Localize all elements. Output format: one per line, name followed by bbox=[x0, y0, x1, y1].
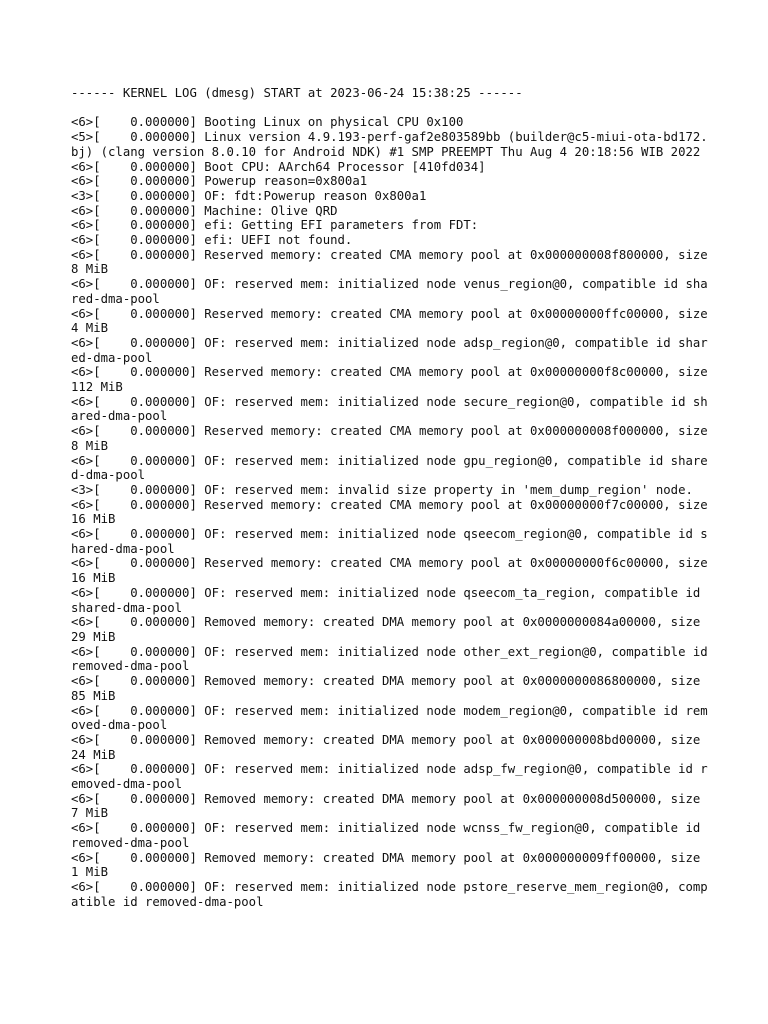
log-line: <6>[ 0.000000] OF: reserved mem: initialized node adsp_fw_region@0, compatible id removed-dma-pool bbox=[71, 762, 708, 792]
log-line: <6>[ 0.000000] OF: reserved mem: initialized node modem_region@0, compatible id removed-dma-pool bbox=[71, 703, 708, 733]
log-lines bbox=[71, 115, 716, 909]
log-line: <6>[ 0.000000] Reserved memory: created CMA memory pool at 0x00000000ffc00000, size 4 MiB bbox=[71, 306, 716, 336]
log-line: <5>[ 0.000000] Linux version 4.9.193-perf-gaf2e803589bb (builder@c5-miui-ota-bd172.bj) (clang version 8.0.10 for Android NDK) #1 SMP PREEMPT Thu Aug 4 20:18:56 WIB 2022 bbox=[71, 130, 708, 159]
log-line: <6>[ 0.000000] OF: reserved mem: initialized node other_ext_region@0, compatible id removed-dma-pool bbox=[71, 644, 716, 674]
log-line: <6>[ 0.000000] Removed memory: created DMA memory pool at 0x000000009ff00000, size 1 MiB bbox=[71, 850, 708, 880]
log-header: ------ KERNEL LOG (dmesg) START at 2023-06-24 15:38:25 ------ bbox=[71, 86, 523, 100]
log-line: <6>[ 0.000000] OF: reserved mem: initialized node wcnss_fw_region@0, compatible id removed-dma-pool bbox=[71, 821, 708, 850]
log-line: <6>[ 0.000000] Reserved memory: created CMA memory pool at 0x000000008f800000, size 8 MiB bbox=[71, 247, 716, 277]
log-line: <6>[ 0.000000] OF: reserved mem: initialized node gpu_region@0, compatible id shared-dma-pool bbox=[71, 453, 708, 483]
log-line: <6>[ 0.000000] Removed memory: created DMA memory pool at 0x000000008d500000, size 7 MiB bbox=[71, 791, 708, 821]
log-line: <6>[ 0.000000] OF: reserved mem: initialized node secure_region@0, compatible id shared-dma-pool bbox=[71, 394, 708, 424]
log-line: <6>[ 0.000000] Removed memory: created DMA memory pool at 0x0000000084a00000, size 29 MiB bbox=[71, 615, 708, 644]
log-line: <3>[ 0.000000] OF: fdt:Powerup reason 0x800a1 bbox=[71, 188, 427, 203]
log-line: <6>[ 0.000000] Removed memory: created DMA memory pool at 0x000000008bd00000, size 24 MiB bbox=[71, 732, 708, 762]
log-line: <6>[ 0.000000] OF: reserved mem: initialized node qseecom_region@0, compatible id shared-dma-pool bbox=[71, 527, 708, 556]
log-line: <6>[ 0.000000] Reserved memory: created CMA memory pool at 0x00000000f7c00000, size 16 MiB bbox=[71, 497, 716, 527]
log-line: <6>[ 0.000000] Reserved memory: created CMA memory pool at 0x000000008f000000, size 8 MiB bbox=[71, 424, 716, 453]
log-line: <6>[ 0.000000] OF: reserved mem: initialized node pstore_reserve_mem_region@0, compatible id removed-dma-pool bbox=[71, 879, 708, 909]
log-line: <6>[ 0.000000] Boot CPU: AArch64 Processor [410fd034] bbox=[71, 159, 486, 174]
blank-line bbox=[71, 101, 711, 116]
log-line: <6>[ 0.000000] efi: UEFI not found. bbox=[71, 233, 353, 248]
log-line: <6>[ 0.000000] efi: Getting EFI parameters from FDT: bbox=[71, 218, 479, 233]
log-line: <6>[ 0.000000] Removed memory: created DMA memory pool at 0x0000000086800000, size 85 MiB bbox=[71, 674, 708, 703]
log-line: <3>[ 0.000000] OF: reserved mem: invalid size property in 'mem_dump_region' node. bbox=[71, 482, 693, 497]
log-line: <6>[ 0.000000] Reserved memory: created CMA memory pool at 0x00000000f8c00000, size 112 MiB bbox=[71, 365, 716, 395]
log-line: <6>[ 0.000000] OF: reserved mem: initialized node venus_region@0, compatible id shared-dma-pool bbox=[71, 277, 708, 306]
log-line: <6>[ 0.000000] Powerup reason=0x800a1 bbox=[71, 174, 368, 189]
log-line: <6>[ 0.000000] Reserved memory: created CMA memory pool at 0x00000000f6c00000, size 16 MiB bbox=[71, 556, 716, 586]
log-line: <6>[ 0.000000] OF: reserved mem: initialized node adsp_region@0, compatible id shared-dma-pool bbox=[71, 335, 708, 365]
log-line: <6>[ 0.000000] Booting Linux on physical CPU 0x100 bbox=[71, 115, 464, 130]
kernel-log-page bbox=[71, 86, 716, 909]
log-line: <6>[ 0.000000] OF: reserved mem: initialized node qseecom_ta_region, compatible id shared-dma-pool bbox=[71, 585, 708, 615]
log-line: <6>[ 0.000000] Machine: Olive QRD bbox=[71, 203, 338, 218]
